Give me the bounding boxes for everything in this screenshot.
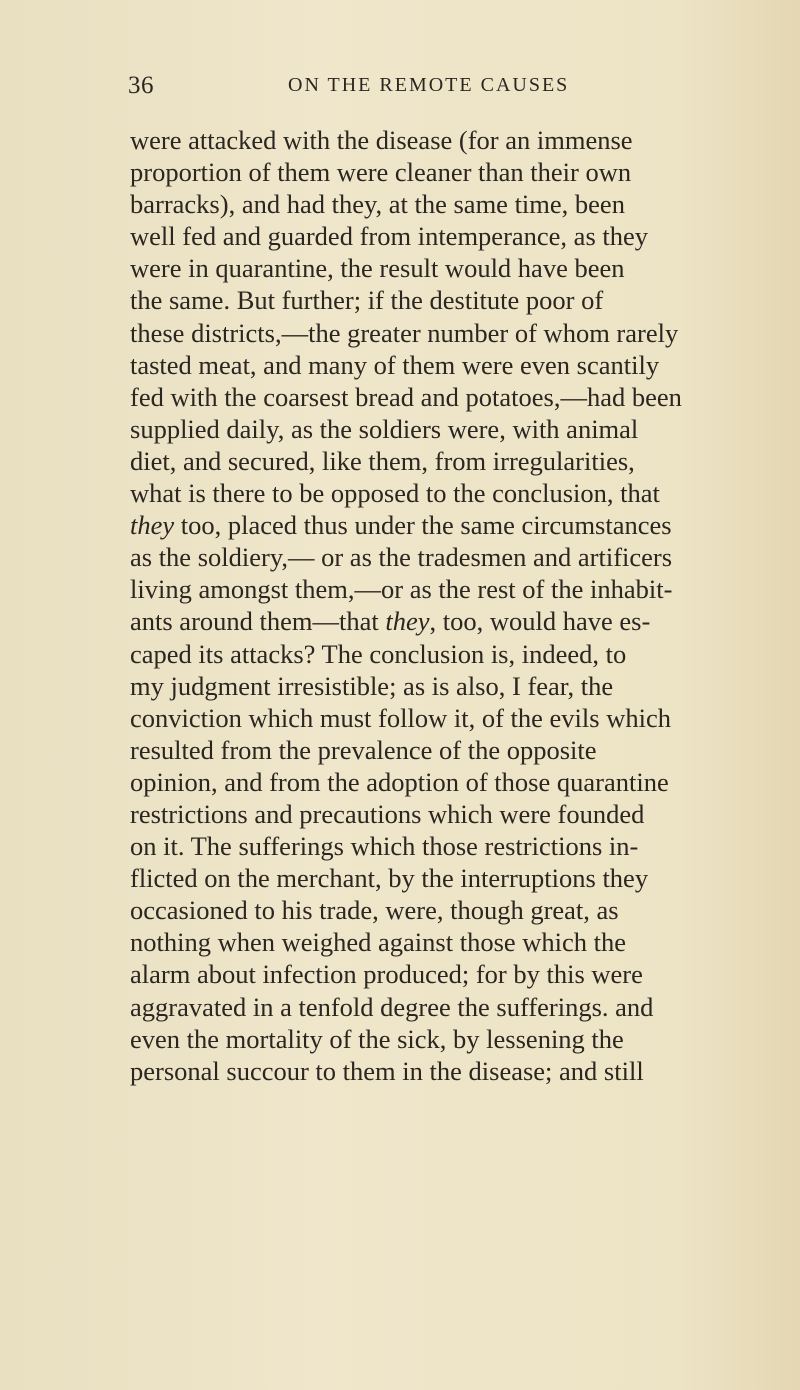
text-line: flicted on the merchant, by the interruptions they xyxy=(130,863,649,894)
text-line: living amongst them,—or as the rest of the inhabit- xyxy=(130,574,673,605)
text-line: conviction which must follow it, of the evils which xyxy=(130,702,671,733)
page-number: 36 xyxy=(128,72,154,99)
text-line: tasted meat, and many of them were even scantily xyxy=(130,349,660,380)
italic-word: they xyxy=(130,510,175,541)
text-line: occasioned to his trade, were, though great, as xyxy=(130,895,619,926)
text-line: resulted from the prevalence of the opposite xyxy=(130,734,597,765)
page-header xyxy=(128,72,668,108)
text-line: my judgment irresistible; as is also, I fear, the xyxy=(130,670,614,701)
text-line: as the soldiery,— or as the tradesmen and artificers xyxy=(130,542,673,573)
text-line: the same. But further; if the destitute poor of xyxy=(130,285,604,316)
text-line: aggravated in a tenfold degree the sufferings. and xyxy=(130,991,654,1022)
text-line: nothing when weighed against those which the xyxy=(130,927,627,958)
body-text xyxy=(130,124,790,1087)
running-head: ON THE REMOTE CAUSES xyxy=(288,74,570,96)
text-line: were in quarantine, the result would have been xyxy=(130,253,625,284)
text-line: restrictions and precautions which were founded xyxy=(130,798,645,829)
text-line: alarm about infection produced; for by this were xyxy=(130,959,643,990)
text-line: fed with the coarsest bread and potatoes,—had been xyxy=(130,381,682,412)
text-line: opinion, and from the adoption of those quarantine xyxy=(130,766,669,797)
text-line: on it. The sufferings which those restrictions in- xyxy=(130,831,639,862)
text-line: personal succour to them in the disease; and still xyxy=(130,1055,644,1086)
text-line: well fed and guarded from intemperance, as they xyxy=(130,221,649,252)
text-line: barracks), and had they, at the same time, been xyxy=(130,189,625,220)
text-line: supplied daily, as the soldiers were, with animal xyxy=(130,413,639,444)
text-line: were attacked with the disease (for an immense xyxy=(130,125,633,155)
text-line: diet, and secured, like them, from irregularities, xyxy=(130,445,635,476)
text-line: these districts,—the greater number of whom rarely xyxy=(130,317,679,348)
text-line: ants around them—that they, too, would have es- xyxy=(130,606,651,637)
text-line: what is there to be opposed to the conclusion, that xyxy=(130,478,660,509)
italic-word: they xyxy=(385,606,430,637)
text-line: proportion of them were cleaner than their own xyxy=(130,157,632,188)
text-line: they too, placed thus under the same circumstances xyxy=(130,510,672,541)
text-line: caped its attacks? The conclusion is, indeed, to xyxy=(130,638,627,669)
text-line: even the mortality of the sick, by lessening the xyxy=(130,1023,624,1054)
